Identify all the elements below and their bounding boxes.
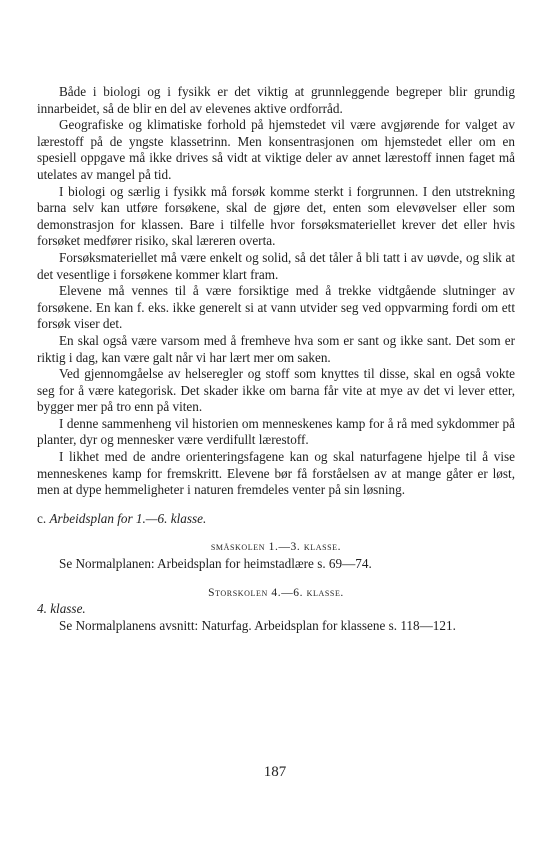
paragraph-5: Elevene må vennes til å være forsiktige med å trekke vidtgående slutninger av forsøkene. En kan f. eks. ikke generelt si at vann utvider seg ved oppvarming fordi om ett forsøk viser det.: [37, 283, 515, 332]
page-number: 187: [263, 764, 287, 780]
storskolen-text: Se Normalplanens avsnitt: Naturfag. Arbeidsplan for klassene s. 118—121.: [59, 617, 456, 633]
paragraph-6: En skal også være varsom med å fremheve hva som er sant og ikke sant. Det som er riktig i dag, kan være galt når vi har lært mer om saken.: [37, 332, 515, 365]
section-c-title: Arbeidsplan for 1.—6. klasse.: [49, 510, 207, 526]
page-body: [37, 84, 515, 634]
storskolen-heading: Storskolen 4.—6. klasse.: [208, 586, 344, 599]
paragraph-8: I denne sammenheng vil historien om menneskenes kamp for å rå med sykdommer på planter, dyr og mennesker være verdifullt lærestoff.: [37, 415, 515, 448]
section-c-heading: [37, 511, 515, 528]
section-c-prefix: c.: [37, 510, 47, 526]
smaaskolen-text: Se Normalplanen: Arbeidsplan for heimstadlære s. 69—74.: [59, 556, 372, 572]
paragraph-7: Ved gjennomgåelse av helseregler og stoff som knyttes til disse, skal en også vokte seg for å være kategorisk. Det skader ikke om barna får vite at mye av det vi lever etter, bygger mer på tro enn på viten.: [37, 366, 515, 415]
paragraph-9: I likhet med de andre orienteringsfagene kan og skal naturfagene hjelpe til å vise menneskenes kamp for fremskritt. Elevene bør få forståelsen av at mange gåter er løst, men at dype hemmeligheter i naturen fremdeles venter på sin løsning.: [37, 449, 515, 498]
paragraph-2: Geografiske og klimatiske forhold på hjemstedet vil være avgjørende for valget av lærestoff på de yngste klassetrinn. Men konsentrasjonen om hjemstedet eller om en spesiell oppgave må ikke drives så vidt at viktige deler av annet lærestoff innen faget må utelates av mangel på tid.: [37, 117, 515, 182]
paragraph-4: Forsøksmateriellet må være enkelt og solid, så det tåler å bli tatt i av uøvde, og slik at det vesentlige i forsøkene kommer klart fram.: [37, 249, 515, 282]
smaaskolen-heading: småskolen 1.—3. klasse.: [210, 541, 342, 554]
storskolen-class-label: 4. klasse.: [37, 601, 86, 617]
paragraph-1: Både i biologi og i fysikk er det viktig at grunnleggende begreper blir grundig innarbeidet, så de blir en del av elevenes aktive ordforråd.: [37, 84, 515, 116]
paragraph-3: I biologi og særlig i fysikk må forsøk komme sterkt i forgrunnen. I den utstrekning barna selv kan utføre forsøkene, skal de gjøre det, enten som elevøvelser eller som demonstrasjon for klassen. Bare i tilfelle hvor forsøksmateriellet krever det eller hvis forsøket medfører risiko, skal læreren overta.: [37, 183, 515, 249]
